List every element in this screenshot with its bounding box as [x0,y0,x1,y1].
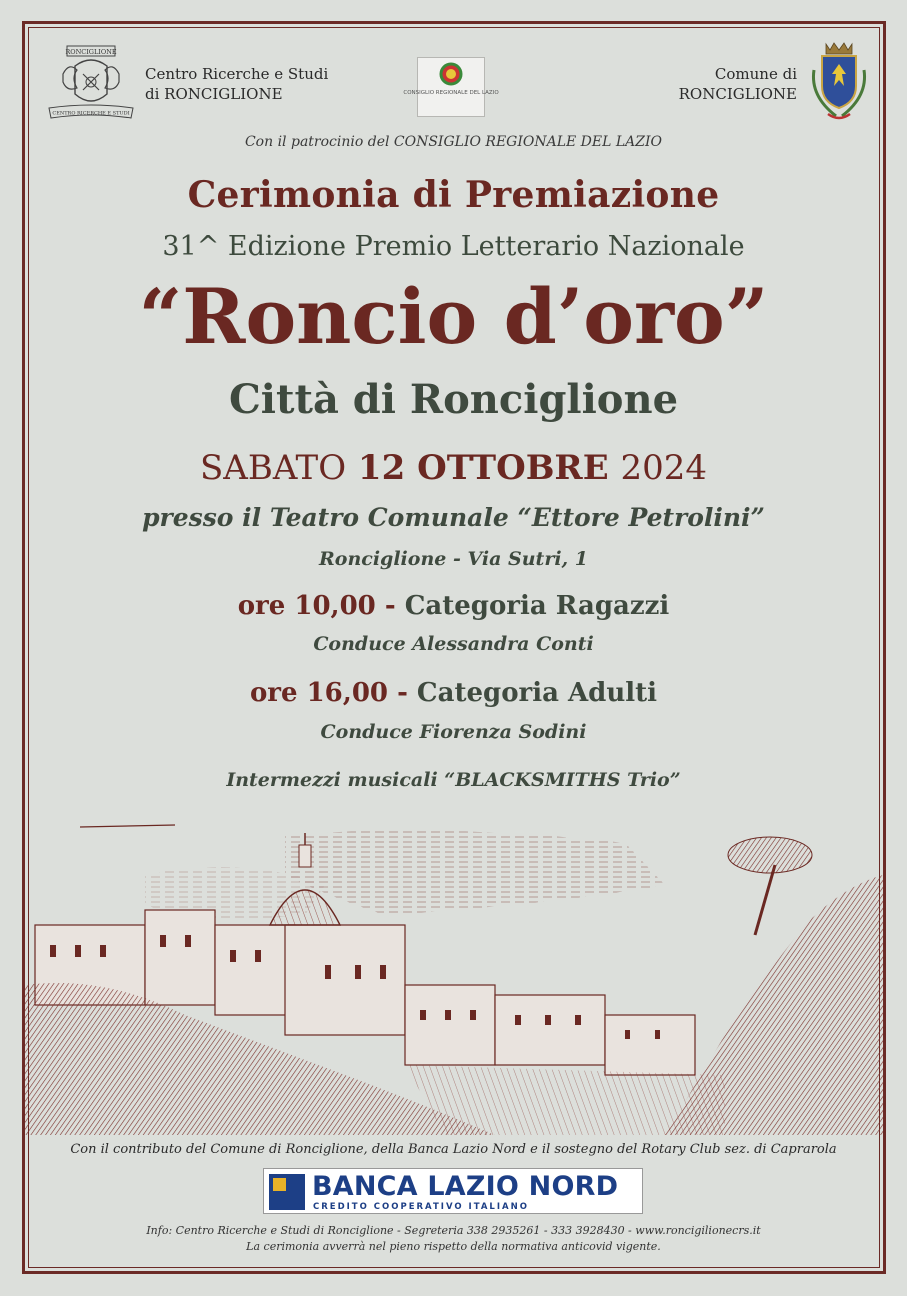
left-organization [145,64,328,104]
regional-council-logo [403,57,499,117]
session-2-category: Categoria Adulti [416,678,658,708]
date-year: 2024 [620,448,707,488]
session-2-host: Conduce Fiorenza Sodini [320,721,587,743]
covid-note: La cerimonia avverrà nel pieno rispetto della normativa anticovid vigente. [246,1240,661,1253]
logo-bottom-text: CENTRO RICERCHE E STUDI [52,110,130,117]
regional-emblem-icon [403,58,499,116]
bank-logo [263,1168,643,1214]
session-2-time: ore 16,00 [249,678,389,708]
right-org-line1: Comune di [714,65,797,83]
patronage-line: Con il patrocinio del CONSIGLIO REGIONALE DEL LAZIO [244,134,663,150]
session-1-separator: - [375,591,405,621]
left-org-line2: di RONCIGLIONE [145,85,283,103]
bank-subtitle: CREDITO COOPERATIVO ITALIANO [313,1202,529,1212]
mid-logo-text: CONSIGLIO REGIONALE DEL LAZIO [403,90,499,96]
session-1-time: ore 10,00 [237,591,376,621]
session-2-title [0,678,907,708]
event-date [0,448,907,488]
bank-name: BANCA LAZIO NORD [312,1171,619,1202]
address: Ronciglione - Via Sutri, 1 [318,548,588,570]
session-1-host: Conduce Alessandra Conti [313,633,594,655]
edition-subtitle: 31^ Edizione Premio Letterario Nazionale [162,231,745,262]
bank-square-icon [269,1174,305,1210]
city-title: Città di Ronciglione [228,376,679,423]
right-organization [679,64,797,104]
session-2-separator: - [388,678,417,708]
award-name: “Roncio d’oro” [138,272,769,361]
town-etching-illustration [25,815,883,1135]
ceremony-title: Cerimonia di Premiazione [187,174,720,216]
crs-logo-icon [45,44,137,122]
left-org-line1: Centro Ricerche e Studi [145,65,329,83]
coat-of-arms-icon [808,40,870,124]
right-org-line2: RONCIGLIONE [678,85,797,103]
logo-top-text: RONCIGLIONE [65,48,117,56]
date-day-month: 12 OTTOBRE [357,448,609,488]
music-line: Intermezzi musicali “BLACKSMITHS Trio” [226,769,681,791]
session-1-category: Categoria Ragazzi [404,591,670,621]
date-day: SABATO [200,448,347,488]
contribution-line: Con il contributo del Comune di Ronciglione, della Banca Lazio Nord e il sostegno del Rotary Club sez. di Caprarola [70,1142,837,1157]
info-line: Info: Centro Ricerche e Studi di Ronciglione - Segreteria 338 2935261 - 333 3928430 - www.roncigilionecrs.it [146,1224,761,1237]
venue: presso il Teatro Comunale “Ettore Petrolini” [142,503,765,532]
session-1-title [0,591,907,621]
